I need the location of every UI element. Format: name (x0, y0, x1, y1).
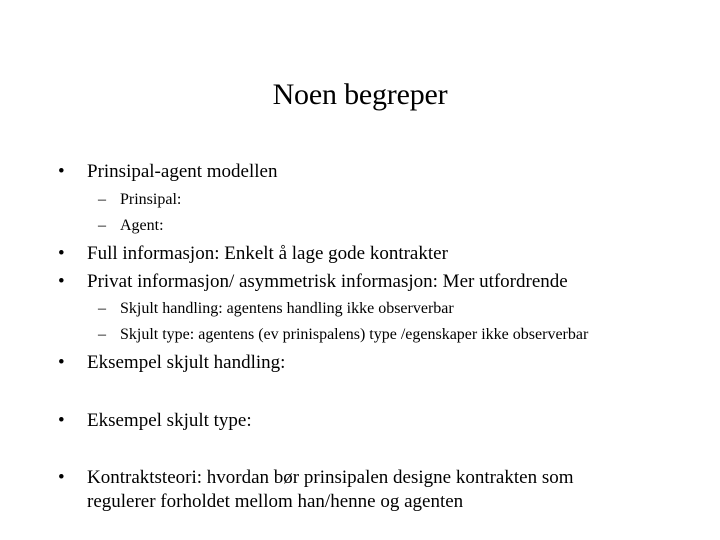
bullet-icon: • (58, 271, 65, 292)
bullet-icon: • (58, 352, 65, 373)
sub-list-item-text: Skjult handling: agentens handling ikke observerbar (120, 300, 454, 317)
dash-icon: – (98, 217, 106, 234)
sub-list-item-text: Prinsipal: (120, 191, 182, 208)
dash-icon: – (98, 191, 106, 208)
dash-icon: – (98, 300, 106, 317)
list-item-text: Eksempel skjult type: (87, 410, 252, 431)
sub-list-item-text: Agent: (120, 217, 164, 234)
sub-list-item-text: Skjult type: agentens (ev prinispalens) type /egenskaper ikke observerbar (120, 326, 589, 343)
bullet-icon: • (58, 410, 65, 431)
list-item-text: Privat informasjon/ asymmetrisk informasjon: Mer utfordrende (87, 271, 568, 292)
list-item-text: Eksempel skjult handling: (87, 352, 286, 373)
list-item-text: Prinsipal-agent modellen (87, 161, 278, 182)
bullet-icon: • (58, 467, 65, 488)
slide-title: Noen begreper (272, 78, 448, 111)
list-item-text: Kontraktsteori: hvordan bør prinsipalen designe kontrakten som regulerer forholdet mellom han/henne og agenten (87, 467, 574, 512)
list-item-text: Full informasjon: Enkelt å lage gode kontrakter (87, 243, 448, 264)
bullet-icon: • (58, 161, 65, 182)
dash-icon: – (98, 326, 106, 343)
bullet-icon: • (58, 243, 65, 264)
